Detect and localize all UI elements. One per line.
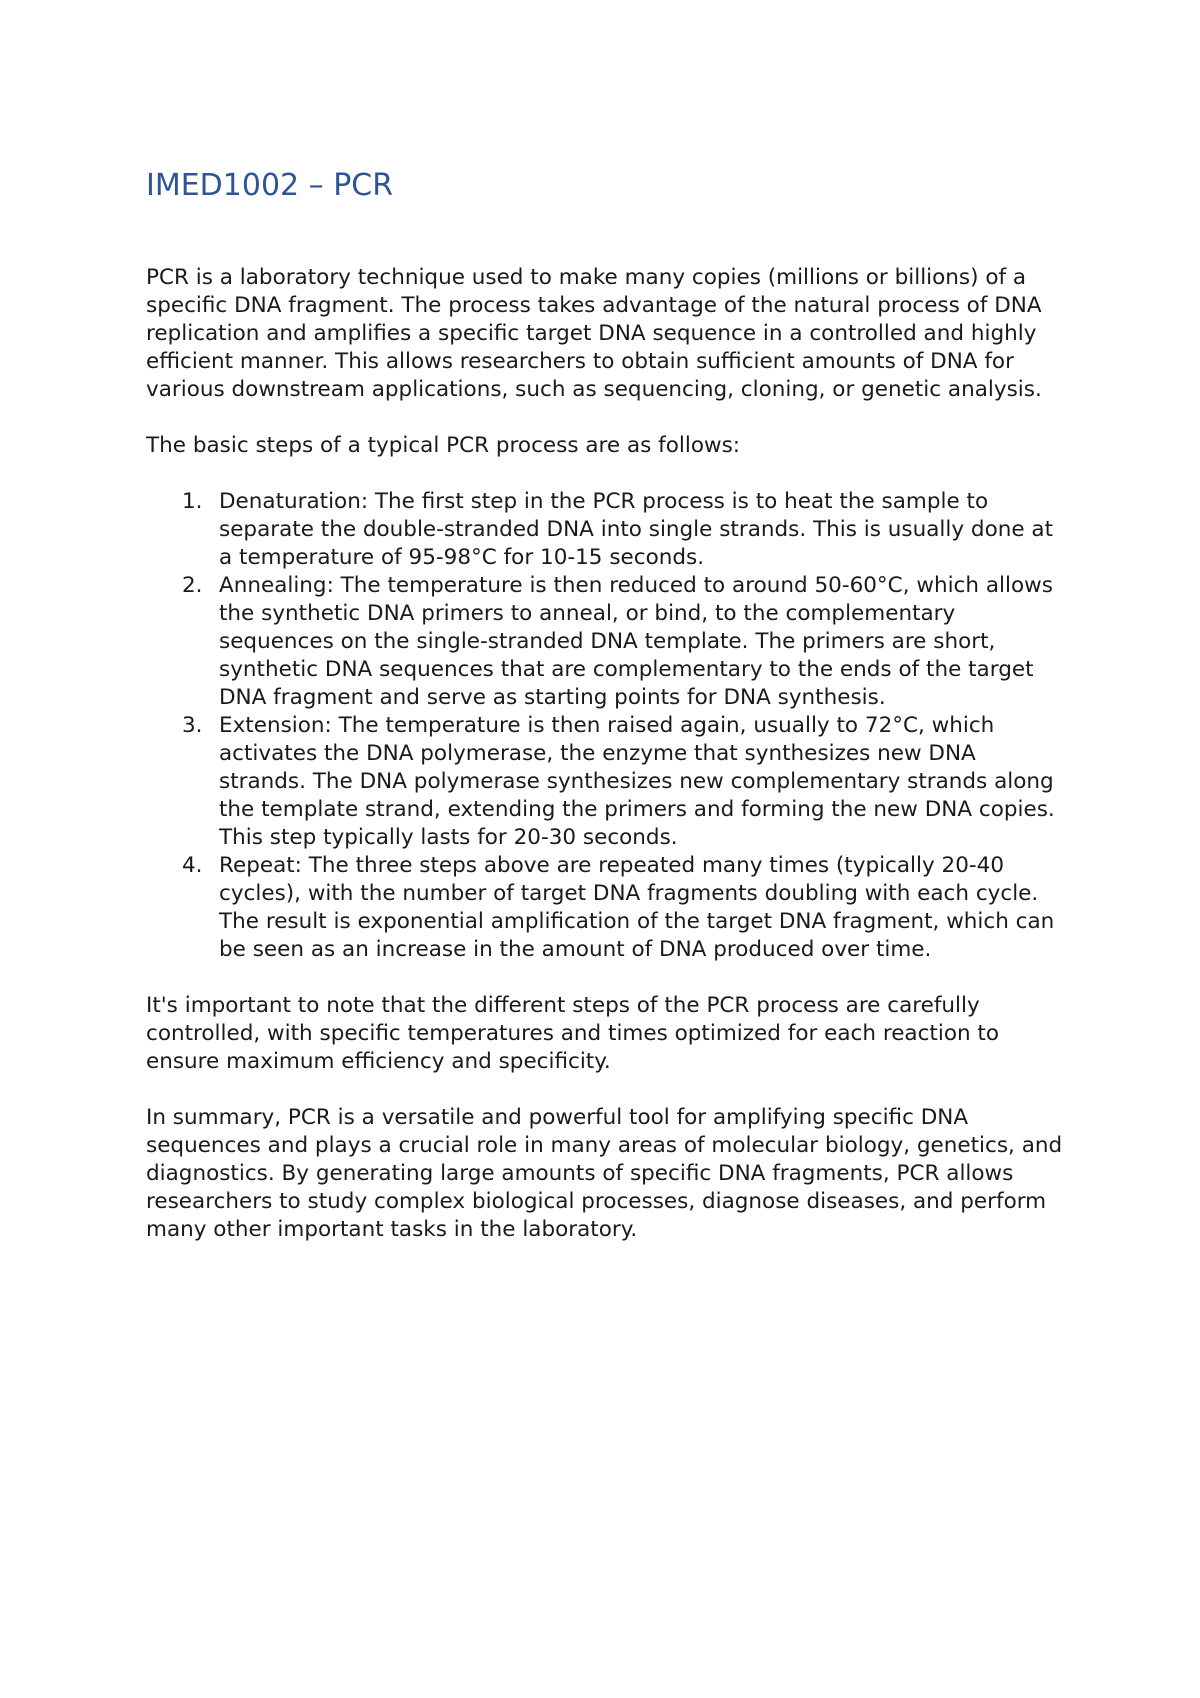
note-paragraph: It's important to note that the different steps of the PCR process are carefully controlled, with specific temperatures and times optimized for each reaction to ensure maximum efficiency and specificity. bbox=[146, 993, 1000, 1074]
intro-paragraph: PCR is a laboratory technique used to make many copies (millions or billions) of a specific DNA fragment. The process takes advantage of the natural process of DNA replication and amplifies a specific target DNA sequence in a controlled and highly efficient manner. This allows researchers to obtain sufficient amounts of DNA for various downstream applications, such as sequencing, cloning, or genetic analysis. bbox=[146, 265, 1042, 402]
pcr-steps-list bbox=[146, 488, 1066, 964]
list-item-number: 4. bbox=[182, 853, 203, 878]
summary-paragraph: In summary, PCR is a versatile and powerful tool for amplifying specific DNA sequences and plays a crucial role in many areas of molecular biology, genetics, and diagnostics. By generating large amounts of specific DNA fragments, PCR allows researchers to study complex biological processes, diagnose diseases, and perform many other important tasks in the laboratory. bbox=[146, 1105, 1063, 1242]
document-body bbox=[146, 168, 1066, 1272]
list-item-text: Annealing: The temperature is then reduced to around 50-60°C, which allows the synthetic DNA primers to anneal, or bind, to the complementary sequences on the single-stranded DNA template. The primers are short, synthetic DNA sequences that are complementary to the ends of the target DNA fragment and serve as starting points for DNA synthesis. bbox=[219, 573, 1053, 710]
list-item-number: 3. bbox=[182, 713, 203, 738]
list-item-number: 2. bbox=[182, 573, 203, 598]
list-item bbox=[146, 712, 1066, 852]
steps-intro-paragraph: The basic steps of a typical PCR process are as follows: bbox=[146, 433, 741, 458]
list-item-number: 1. bbox=[182, 489, 203, 514]
list-item bbox=[146, 572, 1066, 712]
list-item bbox=[146, 488, 1066, 572]
list-item-text: Denaturation: The first step in the PCR process is to heat the sample to separate the double-stranded DNA into single strands. This is usually done at a temperature of 95-98°C for 10-15 seconds. bbox=[219, 489, 1054, 570]
list-item-text: Repeat: The three steps above are repeated many times (typically 20-40 cycles), with the number of target DNA fragments doubling with each cycle. The result is exponential amplification of the target DNA fragment, which can be seen as an increase in the amount of DNA produced over time. bbox=[219, 853, 1055, 962]
list-item-text: Extension: The temperature is then raised again, usually to 72°C, which activates the DNA polymerase, the enzyme that synthesizes new DNA strands. The DNA polymerase synthesizes new complementary strands along the template strand, extending the primers and forming the new DNA copies. This step typically lasts for 20-30 seconds. bbox=[219, 713, 1055, 850]
document-title: IMED1002 – PCR bbox=[146, 168, 394, 203]
list-item bbox=[146, 852, 1066, 964]
